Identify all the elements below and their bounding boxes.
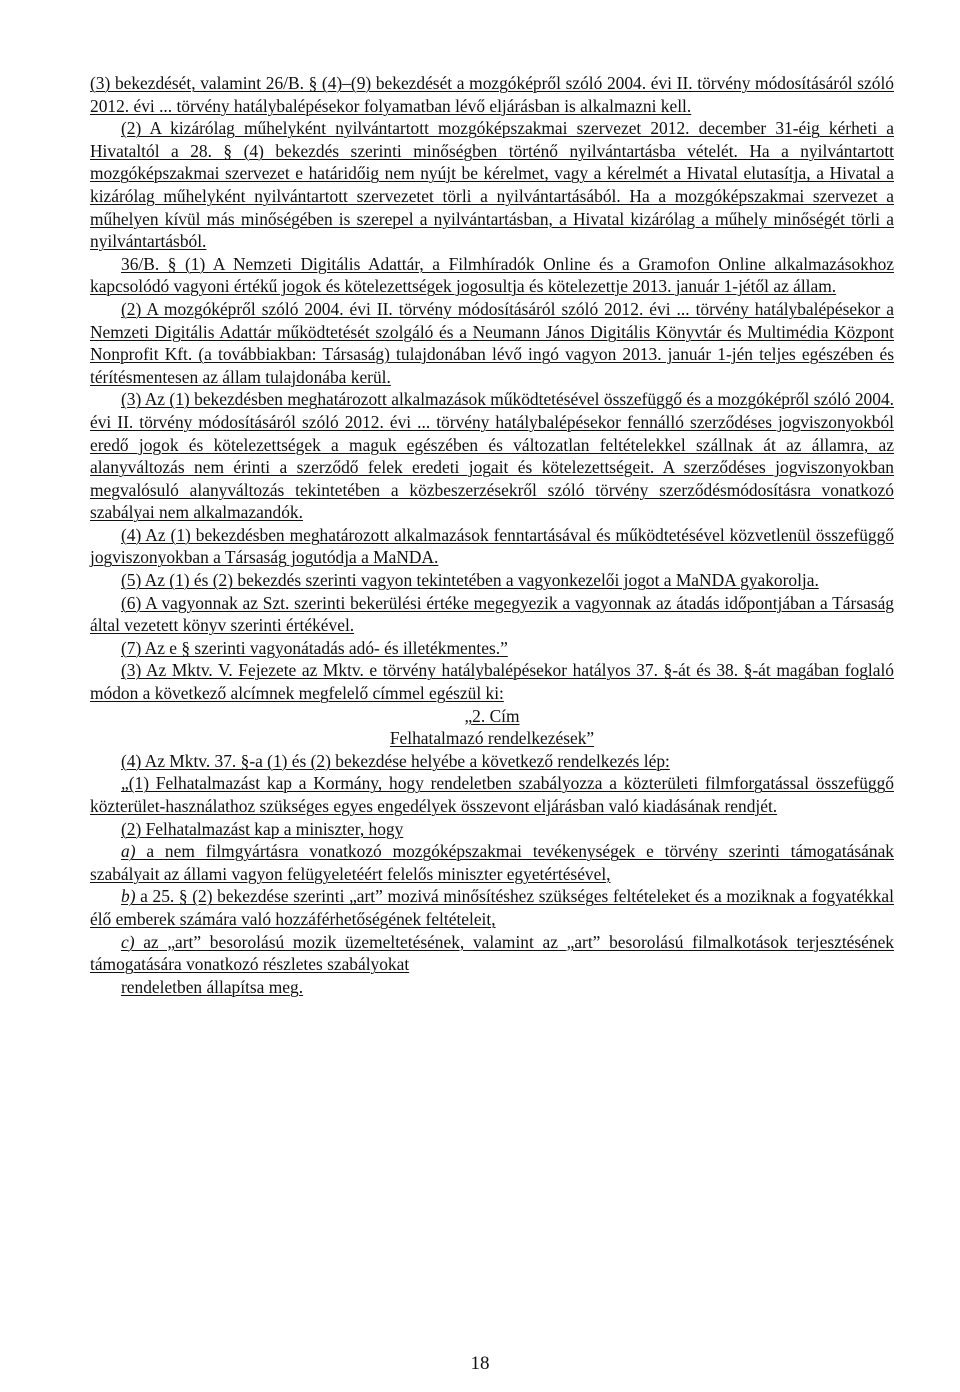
paragraph-text: „(1) Felhatalmazást kap a Kormány, hogy rendeletben szabályozza a közterületi filmforgatással összefüggő közterület-használathoz szükséges egyes engedélyek összevont eljárásban való kiadásának rendjét. [90, 773, 894, 816]
paragraph-p15 [90, 818, 894, 841]
list-item-a [90, 840, 894, 885]
list-label: b) [121, 886, 136, 907]
list-item-b [90, 885, 894, 930]
paragraph-p03 [90, 253, 894, 298]
paragraph-text: (2) A kizárólag műhelyként nyilvántartott mozgóképszakmai szervezet 2012. december 31-éig kérheti a Hivataltól a 28. § (4) bekezdés szerinti minőségben történő nyilvántartásba vételét. Ha a nyilvántartott mozgóképszakmai szervezet e határidőig nem nyújt be kérelmet, vagy a kérelmét a Hivatal elutasítja, a Hivatal a kizárólag műhelyként nyilvántartott szervezetet törli a nyilvántartásából. Ha a mozgóképszakmai szervezet a műhelyen kívül más minőségében is szerepel a nyilvántartásban, a Hivatal kizárólag a műhely minőségét törli a nyilvántartásból. [90, 118, 894, 252]
paragraph-text: (4) Az (1) bekezdésben meghatározott alkalmazások fenntartásával és működtetésével közvetlenül összefüggő jogviszonyokban a Társaság jogutódja a MaNDA. [90, 524, 894, 568]
paragraph-text: az „art” besorolású mozik üzemeltetésének, valamint az „art” besorolású filmalkotások terjesztésének támogatására vonatkozó részletes szabályokat [90, 931, 894, 975]
subtitle-number [90, 705, 894, 728]
paragraph-p01 [90, 72, 894, 117]
paragraph-text: Felhatalmazó rendelkezések” [389, 728, 595, 749]
paragraph-text: (3) Az (1) bekezdésben meghatározott alkalmazások működtetésével összefüggő és a mozgóképről szóló 2004. évi II. törvény módosításáról szóló 2012. évi ... törvény hatálybalépésekor fennálló szerződéses jogviszonyokból eredő jogok és kötelezettségek a maguk egészében és változatlan feltételekkel szállnak át az államra, az alanyváltozás nem érinti a szerződő felek eredeti jogait és kötelezettségeit. A szerződéses jogviszonyokban megvalósuló alanyváltozás tekintetében a közbeszerzésekről szóló törvény szerződésmódosításra vonatkozó szabályai nem alkalmazandók. [90, 389, 894, 523]
paragraph-text: rendeletben állapítsa meg. [121, 976, 304, 997]
paragraph-text: 36/B. § (1) A Nemzeti Digitális Adattár, a Filmhíradók Online és a Gramofon Online alkalmazásokhoz kapcsolódó vagyoni értékű jogok és kötelezettségek jogosultja és kötelezettje 2013. január 1-jétől az állam. [90, 253, 894, 297]
paragraph-p04 [90, 298, 894, 388]
paragraph-p19 [90, 976, 894, 999]
list-label: a) [121, 841, 136, 862]
paragraph-p06 [90, 524, 894, 569]
paragraph-text: (7) Az e § szerinti vagyonátadás adó- és illetékmentes.” [121, 637, 508, 658]
paragraph-text: (2) A mozgóképről szóló 2004. évi II. törvény módosításáról szóló 2012. évi ... törvény hatálybalépésekor a Nemzeti Digitális Adattár működtetését szolgáló és a Neumann János Digitális Könyvtár és Multimédia Központ Nonprofit Kft. (a továbbiakban: Társaság) tulajdonában lévő ingó vagyon 2013. január 1-jén teljes egészében és térítésmentesen az állam tulajdonába kerül. [90, 298, 894, 387]
subtitle-heading [90, 727, 894, 750]
paragraph-p14 [90, 772, 894, 817]
paragraph-text: a nem filmgyártásra vonatkozó mozgóképszakmai tevékenységek e törvény szerinti támogatásának szabályait az állami vagyon felügyeletéért felelős miniszter egyetértésével, [90, 841, 894, 884]
paragraph-p08 [90, 592, 894, 637]
paragraph-text: (3) bekezdését, valamint 26/B. § (4)–(9) bekezdését a mozgóképről szóló 2004. évi II. törvény módosításáról szóló 2012. évi ... törvény hatálybalépésekor folyamatban lévő eljárásban is alkalmazni kell. [90, 73, 894, 116]
paragraph-p10 [90, 659, 894, 704]
paragraph-p13 [90, 750, 894, 773]
paragraph-p02 [90, 117, 894, 253]
paragraph-text: (2) Felhatalmazást kap a miniszter, hogy [121, 818, 404, 839]
page-number: 18 [470, 1353, 490, 1374]
paragraph-text: (6) A vagyonnak az Szt. szerinti bekerülési értéke megegyezik a vagyonnak az átadás időpontjában a Társaság által vezetett könyv szerinti értékével. [90, 592, 894, 636]
paragraph-text: (3) Az Mktv. V. Fejezete az Mktv. e törvény hatálybalépésekor hatályos 37. §-át és 38. §-át magában foglaló módon a következő alcímnek megfelelő címmel egészül ki: [90, 660, 894, 704]
list-label: c) [121, 931, 135, 952]
paragraph-p07 [90, 569, 894, 592]
paragraph-text: (5) Az (1) és (2) bekezdés szerinti vagyon tekintetében a vagyonkezelői jogot a MaNDA gyakorolja. [121, 570, 819, 591]
paragraph-p09 [90, 637, 894, 660]
document-body [90, 72, 894, 998]
list-item-c [90, 931, 894, 976]
paragraph-text: a 25. § (2) bekezdése szerinti „art” mozivá minősítéshez szükséges feltételeket és a moziknak a fogyatékkal élő emberek számára való hozzáférhetőségének feltételeit, [90, 886, 894, 929]
paragraph-text: „2. Cím [464, 705, 520, 726]
paragraph-text: (4) Az Mktv. 37. §-a (1) és (2) bekezdése helyébe a következő rendelkezés lép: [121, 750, 670, 771]
paragraph-p05 [90, 388, 894, 524]
